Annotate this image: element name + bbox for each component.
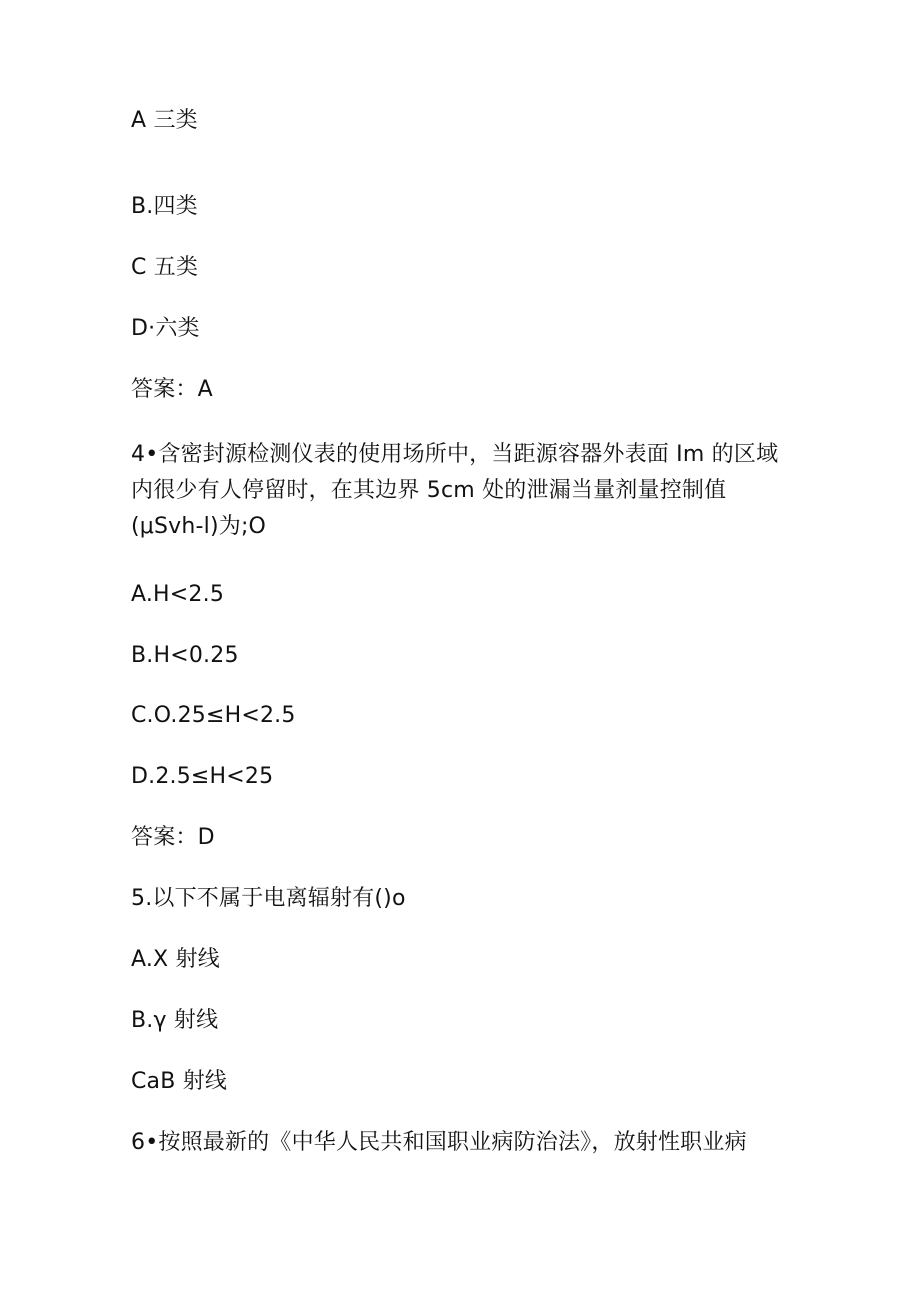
option-b-four-types: B.四类 [131, 194, 198, 219]
question-4-line-2: 内很少有人停留时，在其边界 5cm 处的泄漏当量剂量控制值 [131, 478, 727, 503]
option-d-six-types: D·六类 [131, 316, 200, 341]
answer-4: 答案：D [131, 825, 215, 850]
question-5: 5.以下不属于电离辐射有()o [131, 886, 406, 911]
q4-option-d: D.2.5≤H<25 [131, 764, 274, 789]
option-c-five-types: C 五类 [131, 255, 199, 280]
q5-option-c: CaB 射线 [131, 1069, 228, 1094]
question-4-line-3: (μSvh-l)为;O [131, 514, 267, 539]
option-a-three-types: A 三类 [131, 108, 198, 133]
q4-option-b: B.H<0.25 [131, 643, 239, 668]
question-4 [131, 437, 801, 545]
q4-option-c: C.O.25≤H<2.5 [131, 703, 296, 728]
q4-option-a: A.H<2.5 [131, 582, 225, 607]
question-4-line-1: 4•含密封源检测仪表的使用场所中，当距源容器外表面 Im 的区域 [131, 442, 779, 467]
answer-3: 答案：A [131, 377, 213, 402]
question-6: 6•按照最新的《中华人民共和国职业病防治法》，放射性职业病 [131, 1130, 747, 1155]
q5-option-a: A.X 射线 [131, 947, 220, 972]
q5-option-b: B.γ 射线 [131, 1008, 219, 1033]
